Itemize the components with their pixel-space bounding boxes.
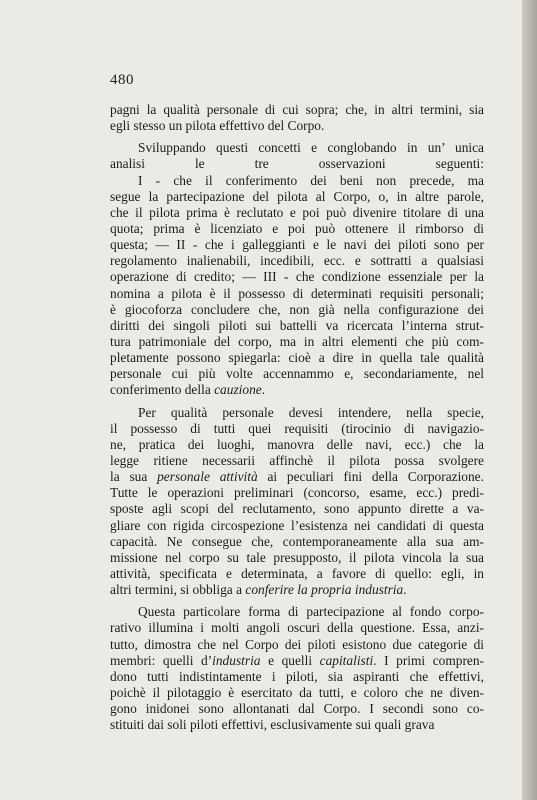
text-line: ne, pratica dei luoghi, manovra delle navi, ecc.) che la	[110, 436, 484, 452]
text-line: legge ritiene necessarii affinchè il pilota possa svolgere	[110, 452, 484, 468]
text-line: gono inidonei sono allontanati dal Corpo. I secondi sono co-	[110, 701, 484, 717]
body-text	[110, 102, 484, 733]
text-line: analisi le tre osservazioni seguenti:	[110, 156, 484, 172]
paragraph	[110, 102, 484, 134]
text-line: che il pilota prima è reclutato e poi può divenire titolare di una	[110, 204, 484, 220]
text-line: rativo illumina i molti angoli oscuri della questione. Essa, anzi-	[110, 620, 484, 636]
text-line: missione nel corpo su tale presupposto, il pilota vincola la sua	[110, 549, 484, 565]
text-line: Tutte le operazioni preliminari (concorso, esame, ecc.) predi-	[110, 485, 484, 501]
text-line: sposte agli scopi del reclutamento, sono appunto dirette a va-	[110, 501, 484, 517]
text-line: capacità. Ne consegue che, contemporaneamente alla sua am-	[110, 533, 484, 549]
text-line: nomina a pilota è il possesso di determinati requisiti personali;	[110, 285, 484, 301]
text-line: conferimento della cauzione.	[110, 382, 266, 398]
paragraph	[110, 405, 484, 599]
text-line: membri: quelli d’industria e quelli capitalisti. I primi compren-	[110, 652, 484, 668]
page-edge	[522, 0, 537, 800]
text-line: dono tutti indistintamente i piloti, sia aspiranti che effettivi,	[110, 668, 484, 684]
text-line: segue la partecipazione del pilota al Corpo, o, in altre parole,	[110, 188, 484, 204]
text-line: la sua personale attività ai peculiari fini della Corporazione.	[110, 469, 484, 485]
text-line: attività, specificata e determinata, a favore di quello: egli, in	[110, 565, 484, 581]
page-number: 480	[110, 72, 134, 88]
text-line: il possesso di tutti quei requisiti (tirocinio di navigazio-	[110, 420, 484, 436]
text-line: gliare con rigida circospezione l’esistenza nei candidati di questa	[110, 517, 484, 533]
text-line: egli stesso un pilota effettivo del Corpo.	[110, 118, 325, 134]
text-line: diritti dei singoli piloti sui battelli va ricercata l’interna strut-	[110, 317, 484, 333]
text-line: Questa particolare forma di partecipazione al fondo corpo-	[138, 604, 484, 620]
text-line: I - che il conferimento dei beni non precede, ma	[138, 172, 484, 188]
text-line: stituiti dai soli piloti effettivi, esclusivamente sui quali grava	[110, 717, 435, 733]
text-line: quota; prima è licenziato e poi può ottenere il rimborso di	[110, 220, 484, 236]
text-line: pagni la qualità personale di cui sopra; che, in altri termini, sia	[110, 102, 484, 117]
text-line: pletamente possono spiegarla: cioè a dire in quella tale qualità	[110, 350, 484, 366]
text-line: è giocoforza concludere che, non già nella configurazione dei	[110, 301, 484, 317]
text-line: tura patrimoniale del corpo, ma in altri elementi che più com-	[110, 333, 484, 349]
paragraph	[110, 140, 484, 398]
paragraph	[110, 604, 484, 733]
text-line: operazione di credito; — III - che condizione essenziale per la	[110, 269, 484, 285]
text-line: questa; — II - che i galleggianti e le navi dei piloti sono per	[110, 237, 484, 253]
text-line: Per qualità personale devesi intendere, nella specie,	[138, 404, 484, 420]
text-line: Sviluppando questi concetti e conglobando in un’ unica	[138, 140, 484, 156]
text-line: tutto, dimostra che nel Corpo dei piloti esistono due categorie di	[110, 636, 484, 652]
text-line: regolamento inalienabili, incedibili, ecc. e sottratti a qualsiasi	[110, 253, 484, 269]
text-line: poichè il pilotaggio è esercitato da tutti, e coloro che ne diven-	[110, 684, 484, 700]
text-line: altri termini, si obbliga a conferire la propria industria.	[110, 582, 407, 598]
text-line: personale cui più volte accennammo e, secondariamente, nel	[110, 366, 484, 382]
